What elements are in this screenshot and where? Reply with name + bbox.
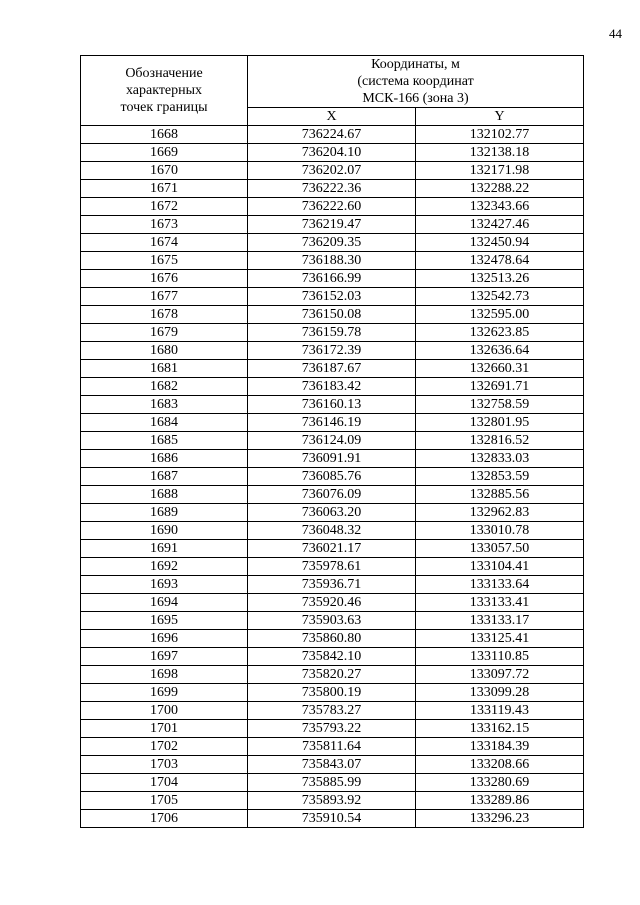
point-cell: 1689 <box>81 504 248 522</box>
y-cell: 133296.23 <box>416 810 584 828</box>
table-row <box>81 720 584 738</box>
table-row <box>81 612 584 630</box>
table-row <box>81 684 584 702</box>
y-cell: 132138.18 <box>416 144 584 162</box>
table-row <box>81 126 584 144</box>
point-cell: 1697 <box>81 648 248 666</box>
y-cell: 133289.86 <box>416 792 584 810</box>
y-cell: 132801.95 <box>416 414 584 432</box>
table-row <box>81 396 584 414</box>
header-point-line: Обозначение <box>125 66 203 81</box>
x-cell: 735793.22 <box>248 720 416 738</box>
table-row <box>81 666 584 684</box>
point-cell: 1672 <box>81 198 248 216</box>
x-cell: 735936.71 <box>248 576 416 594</box>
x-cell: 736172.39 <box>248 342 416 360</box>
table-row <box>81 576 584 594</box>
y-cell: 133162.15 <box>416 720 584 738</box>
x-cell: 735860.80 <box>248 630 416 648</box>
table-row <box>81 810 584 828</box>
x-cell: 736219.47 <box>248 216 416 234</box>
point-cell: 1681 <box>81 360 248 378</box>
y-cell: 132288.22 <box>416 180 584 198</box>
x-cell: 736187.67 <box>248 360 416 378</box>
x-cell: 736222.36 <box>248 180 416 198</box>
point-cell: 1679 <box>81 324 248 342</box>
point-cell: 1693 <box>81 576 248 594</box>
table-row <box>81 342 584 360</box>
table-row <box>81 594 584 612</box>
point-cell: 1705 <box>81 792 248 810</box>
y-cell: 132833.03 <box>416 450 584 468</box>
table-row <box>81 360 584 378</box>
y-cell: 132102.77 <box>416 126 584 144</box>
point-cell: 1668 <box>81 126 248 144</box>
table-row <box>81 198 584 216</box>
point-cell: 1687 <box>81 468 248 486</box>
x-cell: 735811.64 <box>248 738 416 756</box>
point-cell: 1695 <box>81 612 248 630</box>
x-cell: 735978.61 <box>248 558 416 576</box>
y-cell: 132816.52 <box>416 432 584 450</box>
x-cell: 735843.07 <box>248 756 416 774</box>
coordinates-table <box>80 55 584 828</box>
point-cell: 1675 <box>81 252 248 270</box>
point-cell: 1694 <box>81 594 248 612</box>
y-cell: 133133.64 <box>416 576 584 594</box>
x-cell: 736202.07 <box>248 162 416 180</box>
point-cell: 1680 <box>81 342 248 360</box>
point-cell: 1691 <box>81 540 248 558</box>
y-cell: 133097.72 <box>416 666 584 684</box>
table-row <box>81 522 584 540</box>
x-cell: 736209.35 <box>248 234 416 252</box>
x-cell: 736048.32 <box>248 522 416 540</box>
point-cell: 1704 <box>81 774 248 792</box>
header-coords-line: МСК-166 (зона 3) <box>362 91 469 106</box>
table-row <box>81 630 584 648</box>
x-cell: 736166.99 <box>248 270 416 288</box>
table-row <box>81 486 584 504</box>
header-point-line: точек границы <box>120 100 208 115</box>
y-cell: 132636.64 <box>416 342 584 360</box>
point-cell: 1686 <box>81 450 248 468</box>
table-row <box>81 162 584 180</box>
x-cell: 735783.27 <box>248 702 416 720</box>
point-cell: 1682 <box>81 378 248 396</box>
point-cell: 1671 <box>81 180 248 198</box>
y-cell: 132513.26 <box>416 270 584 288</box>
point-cell: 1706 <box>81 810 248 828</box>
table-header <box>81 56 584 126</box>
table-row <box>81 432 584 450</box>
table-row <box>81 180 584 198</box>
y-cell: 133208.66 <box>416 756 584 774</box>
point-cell: 1696 <box>81 630 248 648</box>
point-cell: 1698 <box>81 666 248 684</box>
point-cell: 1670 <box>81 162 248 180</box>
table-row <box>81 270 584 288</box>
x-cell: 736222.60 <box>248 198 416 216</box>
header-y: Y <box>416 108 584 126</box>
y-cell: 132450.94 <box>416 234 584 252</box>
x-cell: 736159.78 <box>248 324 416 342</box>
y-cell: 133057.50 <box>416 540 584 558</box>
point-cell: 1702 <box>81 738 248 756</box>
table-row <box>81 144 584 162</box>
x-cell: 736063.20 <box>248 504 416 522</box>
x-cell: 736150.08 <box>248 306 416 324</box>
y-cell: 132542.73 <box>416 288 584 306</box>
x-cell: 736124.09 <box>248 432 416 450</box>
point-cell: 1678 <box>81 306 248 324</box>
table-row <box>81 756 584 774</box>
y-cell: 132691.71 <box>416 378 584 396</box>
x-cell: 736160.13 <box>248 396 416 414</box>
point-cell: 1669 <box>81 144 248 162</box>
y-cell: 133125.41 <box>416 630 584 648</box>
point-cell: 1703 <box>81 756 248 774</box>
header-x: X <box>248 108 416 126</box>
header-coords-line: Координаты, м <box>371 57 460 72</box>
table-row <box>81 540 584 558</box>
y-cell: 132962.83 <box>416 504 584 522</box>
table-row <box>81 774 584 792</box>
table-row <box>81 504 584 522</box>
x-cell: 735903.63 <box>248 612 416 630</box>
table-row <box>81 324 584 342</box>
table-body <box>81 126 584 828</box>
y-cell: 132171.98 <box>416 162 584 180</box>
table-row <box>81 648 584 666</box>
header-point-designation <box>81 56 248 126</box>
point-cell: 1683 <box>81 396 248 414</box>
x-cell: 736224.67 <box>248 126 416 144</box>
header-coords-line: (система координат <box>357 74 474 89</box>
y-cell: 133280.69 <box>416 774 584 792</box>
header-coordinates <box>248 56 584 108</box>
x-cell: 736021.17 <box>248 540 416 558</box>
page-number: 44 <box>609 26 622 41</box>
y-cell: 132478.64 <box>416 252 584 270</box>
x-cell: 735910.54 <box>248 810 416 828</box>
x-cell: 736152.03 <box>248 288 416 306</box>
y-cell: 132427.46 <box>416 216 584 234</box>
table-row <box>81 234 584 252</box>
x-cell: 736188.30 <box>248 252 416 270</box>
y-cell: 133133.17 <box>416 612 584 630</box>
y-cell: 133110.85 <box>416 648 584 666</box>
point-cell: 1690 <box>81 522 248 540</box>
x-cell: 735842.10 <box>248 648 416 666</box>
point-cell: 1676 <box>81 270 248 288</box>
table-row <box>81 450 584 468</box>
table-row <box>81 216 584 234</box>
y-cell: 133010.78 <box>416 522 584 540</box>
x-cell: 735800.19 <box>248 684 416 702</box>
table-row <box>81 792 584 810</box>
point-cell: 1688 <box>81 486 248 504</box>
table-row <box>81 414 584 432</box>
y-cell: 132623.85 <box>416 324 584 342</box>
table-row <box>81 468 584 486</box>
table-row <box>81 252 584 270</box>
point-cell: 1699 <box>81 684 248 702</box>
table-row <box>81 378 584 396</box>
point-cell: 1677 <box>81 288 248 306</box>
y-cell: 133184.39 <box>416 738 584 756</box>
y-cell: 132595.00 <box>416 306 584 324</box>
x-cell: 736183.42 <box>248 378 416 396</box>
x-cell: 736204.10 <box>248 144 416 162</box>
point-cell: 1692 <box>81 558 248 576</box>
x-cell: 736085.76 <box>248 468 416 486</box>
point-cell: 1685 <box>81 432 248 450</box>
table-row <box>81 288 584 306</box>
y-cell: 132758.59 <box>416 396 584 414</box>
point-cell: 1701 <box>81 720 248 738</box>
x-cell: 735893.92 <box>248 792 416 810</box>
x-cell: 735820.27 <box>248 666 416 684</box>
x-cell: 735885.99 <box>248 774 416 792</box>
x-cell: 736091.91 <box>248 450 416 468</box>
y-cell: 133099.28 <box>416 684 584 702</box>
y-cell: 132660.31 <box>416 360 584 378</box>
x-cell: 736076.09 <box>248 486 416 504</box>
point-cell: 1673 <box>81 216 248 234</box>
y-cell: 132853.59 <box>416 468 584 486</box>
table-row <box>81 306 584 324</box>
point-cell: 1700 <box>81 702 248 720</box>
y-cell: 132343.66 <box>416 198 584 216</box>
point-cell: 1684 <box>81 414 248 432</box>
y-cell: 133119.43 <box>416 702 584 720</box>
x-cell: 735920.46 <box>248 594 416 612</box>
x-cell: 736146.19 <box>248 414 416 432</box>
point-cell: 1674 <box>81 234 248 252</box>
table-row <box>81 738 584 756</box>
table-row <box>81 558 584 576</box>
y-cell: 133104.41 <box>416 558 584 576</box>
table-row <box>81 702 584 720</box>
header-point-line: характерных <box>125 83 203 98</box>
y-cell: 133133.41 <box>416 594 584 612</box>
y-cell: 132885.56 <box>416 486 584 504</box>
